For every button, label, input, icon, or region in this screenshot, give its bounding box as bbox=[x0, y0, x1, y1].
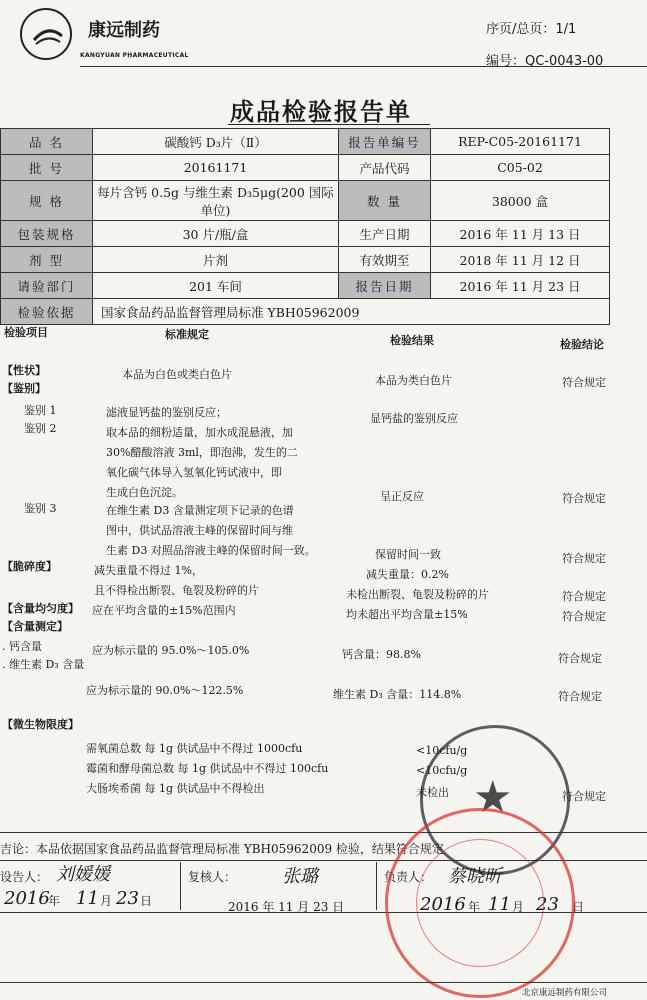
reviewer-signature: 张璐 bbox=[282, 866, 318, 887]
product-name: 碳酸钙 D₃片（Ⅱ） bbox=[93, 129, 339, 155]
head-year: 2016 bbox=[420, 894, 466, 915]
exp-date: 2018 年 11 月 12 日 bbox=[431, 247, 610, 273]
spec-label: 规 格 bbox=[1, 181, 93, 221]
exp-date-label: 有效期至 bbox=[339, 247, 431, 273]
reporter-day-unit: 日 bbox=[140, 894, 153, 908]
page-number: 序页/总页：1/1 bbox=[486, 22, 577, 37]
reporter-month: 11 bbox=[76, 888, 99, 909]
calcium-result: 钙含量：98.8% bbox=[342, 648, 421, 661]
dosage-form: 片剂 bbox=[93, 247, 339, 273]
dept-label: 请验部门 bbox=[1, 273, 93, 299]
department: 201 车间 bbox=[93, 273, 339, 299]
vitd-conclusion: 符合规定 bbox=[558, 690, 602, 703]
vitd-standard: 应为标示量的 90.0%～122.5% bbox=[86, 684, 244, 697]
reviewer-date: 2016 年 11 月 23 日 bbox=[228, 900, 345, 914]
quantity: 38000 盒 bbox=[431, 181, 610, 221]
id2-standard-3: 氧化碳气体导入氢氧化钙试液中，即 bbox=[106, 466, 282, 479]
id2-standard-4: 生成白色沉淀。 bbox=[106, 486, 183, 499]
report-no-label: 报告单编号 bbox=[339, 129, 431, 155]
batch-label: 批 号 bbox=[1, 155, 93, 181]
id1-standard: 滤液显钙盐的鉴别反应； bbox=[106, 406, 227, 419]
appearance-conclusion: 符合规定 bbox=[562, 376, 606, 389]
product-code: C05-02 bbox=[431, 155, 610, 181]
uniformity-conclusion: 符合规定 bbox=[562, 610, 606, 623]
microbial-2-standard: 霉菌和酵母菌总数 每 1g 供试品中不得过 100cfu bbox=[86, 762, 329, 775]
section-assay: 【含量测定】 bbox=[2, 620, 68, 633]
qa-seal bbox=[385, 808, 575, 998]
basis-label: 检验依据 bbox=[1, 299, 93, 325]
company-logo bbox=[20, 8, 72, 60]
sig-divider-1 bbox=[180, 862, 181, 910]
microbial-1-standard: 需氧菌总数 每 1g 供试品中不得过 1000cfu bbox=[86, 742, 303, 755]
uniformity-result: 均未超出平均含量±15% bbox=[346, 608, 468, 621]
test-basis: 国家食品药品监督管理局标准 YBH05962009 bbox=[93, 299, 610, 325]
conclusion-top-border bbox=[0, 832, 647, 833]
id1-label: 鉴别 1 bbox=[24, 404, 57, 417]
friability-standard-1: 减失重量不得过 1%， bbox=[94, 564, 203, 577]
section-friability: 【脆碎度】 bbox=[2, 560, 57, 573]
id3-conclusion: 符合规定 bbox=[562, 552, 606, 565]
id3-standard-2: 图中，供试品溶液主峰的保留时间与维 bbox=[106, 524, 293, 537]
section-microbial: 【微生物限度】 bbox=[2, 718, 79, 731]
product-code-label: 产品代码 bbox=[339, 155, 431, 181]
id2-conclusion: 符合规定 bbox=[562, 492, 606, 505]
company-name: 康远制药 bbox=[88, 20, 160, 41]
header-divider bbox=[80, 66, 647, 67]
friability-conclusion: 符合规定 bbox=[562, 590, 606, 603]
head-day-unit: 日 bbox=[572, 900, 585, 914]
head-month: 11 bbox=[488, 894, 511, 915]
report-no: REP-C05-20161171 bbox=[431, 129, 610, 155]
report-date-label: 报告日期 bbox=[339, 273, 431, 299]
friability-result-2: 未检出断裂、龟裂及粉碎的片 bbox=[346, 588, 489, 601]
microbial-1-result: <10cfu/g bbox=[416, 744, 468, 757]
vitd-label: . 维生素 D₃ 含量 bbox=[2, 658, 85, 671]
reporter-signature: 刘媛媛 bbox=[56, 864, 110, 885]
document-code: 编号：QC-0043-00 bbox=[486, 54, 604, 69]
id2-result: 呈正反应 bbox=[380, 490, 424, 503]
microbial-3-result: 未检出 bbox=[416, 786, 449, 799]
vitd-result: 维生素 D₃ 含量：114.8% bbox=[333, 688, 462, 701]
reporter-year-unit: 年 bbox=[48, 894, 61, 908]
appearance-standard: 本品为白色或类白色片 bbox=[122, 368, 232, 381]
id3-result: 保留时间一致 bbox=[375, 548, 441, 561]
footer-company: 北京康远制药有限公司 bbox=[521, 988, 607, 998]
page-title: 成品检验报告单 bbox=[230, 97, 412, 126]
id3-standard-1: 在维生素 D3 含量测定项下记录的色谱 bbox=[106, 504, 294, 517]
report-date: 2016 年 11 月 23 日 bbox=[431, 273, 610, 299]
star-icon: ★ bbox=[473, 772, 513, 823]
calcium-conclusion: 符合规定 bbox=[558, 652, 602, 665]
company-name-en: KANGYUAN PHARMACEUTICAL bbox=[80, 52, 189, 59]
qa-seal-inner bbox=[416, 839, 544, 967]
head-day: 23 bbox=[536, 894, 559, 915]
footer-divider bbox=[0, 982, 647, 983]
reporter-month-unit: 月 bbox=[100, 894, 113, 908]
id3-label: 鉴别 3 bbox=[24, 502, 57, 515]
col-conclusion: 检验结论 bbox=[560, 338, 604, 351]
reporter-year: 2016 bbox=[4, 888, 50, 909]
mfg-date-label: 生产日期 bbox=[339, 221, 431, 247]
uniformity-standard: 应在平均含量的±15%范围内 bbox=[92, 604, 236, 617]
form-label: 剂 型 bbox=[1, 247, 93, 273]
reviewer-label: 复核人： bbox=[188, 870, 237, 884]
product-name-label: 品 名 bbox=[1, 129, 93, 155]
col-item: 检验项目 bbox=[4, 326, 48, 339]
friability-result-1: 减失重量：0.2% bbox=[366, 568, 449, 581]
qty-label: 数 量 bbox=[339, 181, 431, 221]
id2-label: 鉴别 2 bbox=[24, 422, 57, 435]
microbial-3-standard: 大肠埃希菌 每 1g 供试品中不得检出 bbox=[86, 782, 265, 795]
logo-emblem-icon bbox=[22, 10, 74, 62]
section-identification: 【鉴别】 bbox=[2, 382, 46, 395]
head-label: 负责人： bbox=[384, 870, 433, 884]
head-month-unit: 月 bbox=[512, 900, 525, 914]
head-signature: 蔡晓昕 bbox=[448, 866, 502, 887]
col-result: 检验结果 bbox=[390, 334, 434, 347]
friability-standard-2: 且不得检出断裂、龟裂及粉碎的片 bbox=[94, 584, 259, 597]
id2-standard-1: 取本品的细粉适量，加水成混悬液，加 bbox=[106, 426, 293, 439]
microbial-conclusion: 符合规定 bbox=[562, 790, 606, 803]
batch-no: 20161171 bbox=[93, 155, 339, 181]
title-underline bbox=[228, 124, 430, 125]
reporter-day: 23 bbox=[116, 888, 139, 909]
section-uniformity: 【含量均匀度】 bbox=[2, 602, 79, 615]
calcium-standard: 应为标示量的 95.0%～105.0% bbox=[92, 644, 250, 657]
calcium-label: . 钙含量 bbox=[2, 640, 42, 653]
head-year-unit: 年 bbox=[468, 900, 481, 914]
sig-divider-2 bbox=[376, 862, 377, 910]
id1-result: 显钙盐的鉴别反应 bbox=[370, 412, 458, 425]
id2-standard-2: 30%醋酸溶液 3ml，即泡沸，发生的二 bbox=[106, 446, 298, 459]
id3-standard-3: 生素 D3 对照品溶液主峰的保留时间一致。 bbox=[106, 544, 316, 557]
microbial-2-result: <10cfu/g bbox=[416, 764, 468, 777]
pack-spec: 30 片/瓶/盒 bbox=[93, 221, 339, 247]
section-appearance: 【性状】 bbox=[2, 364, 46, 377]
info-table bbox=[0, 128, 610, 325]
spec: 每片含钙 0.5g 与维生素 D₃5μg(200 国际单位) bbox=[93, 181, 339, 221]
pack-label: 包装规格 bbox=[1, 221, 93, 247]
conclusion-text: 吉论：本品依据国家食品药品监督管理局标准 YBH05962009 检验，结果符合规定 bbox=[0, 842, 444, 856]
mfg-date: 2016 年 11 月 13 日 bbox=[431, 221, 610, 247]
reporter-label: 设告人： bbox=[0, 870, 49, 884]
col-standard: 标准规定 bbox=[165, 328, 209, 341]
appearance-result: 本品为类白色片 bbox=[375, 374, 452, 387]
